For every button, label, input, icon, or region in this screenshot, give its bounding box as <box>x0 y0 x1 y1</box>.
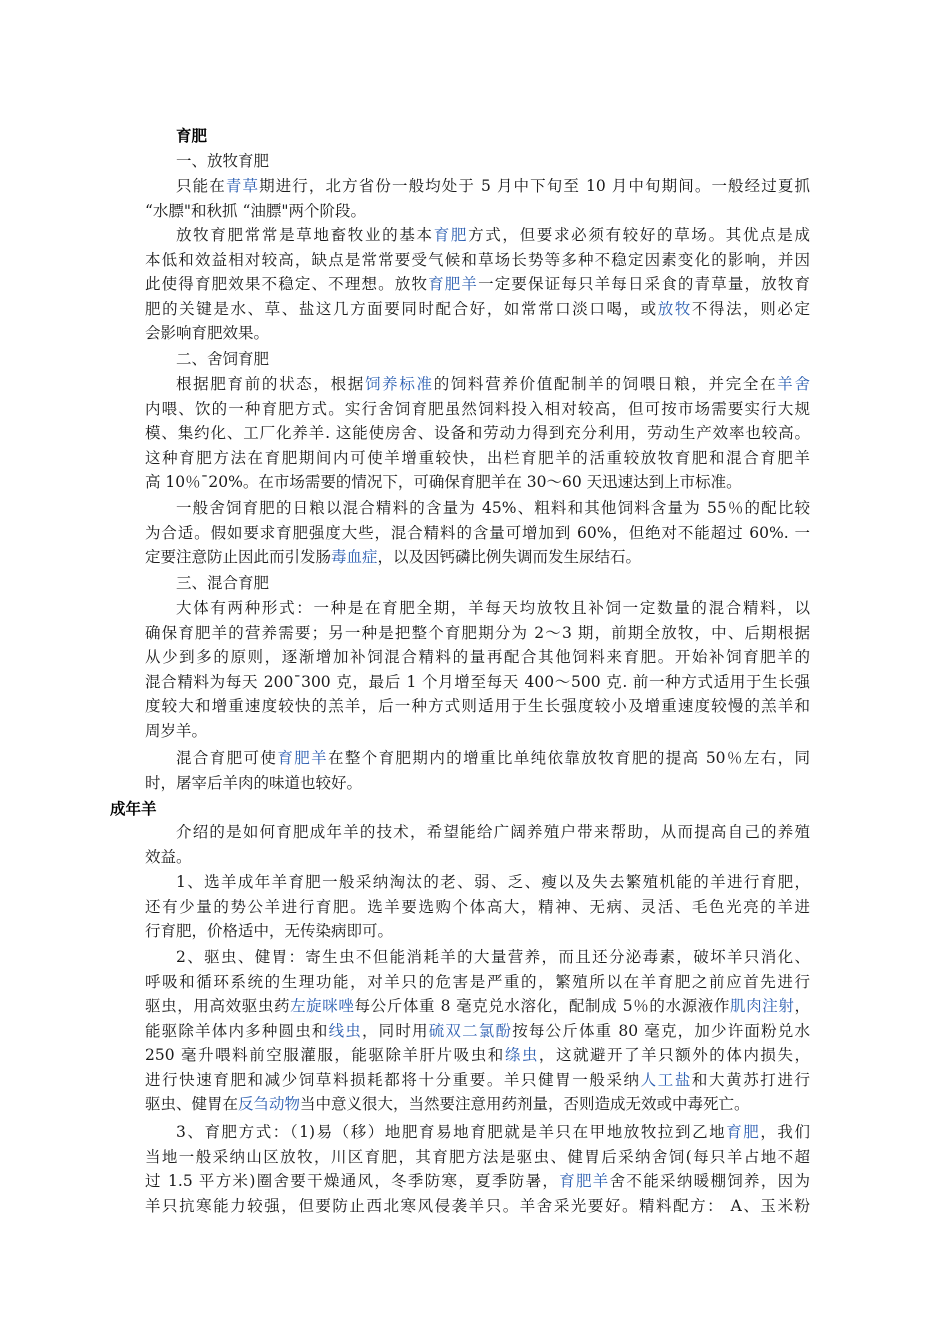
text-run: 高 10％¯20%。在市场需要的情况下，可确保育肥羊在 30～60 天迅速达到上市标准。 <box>145 473 742 491</box>
text-line <box>145 970 810 995</box>
text-run: 呼吸和循环系统的生理功能，对羊只的危害是严重的，繁殖所以在羊育肥之前应首先进行 <box>145 972 810 991</box>
text-run: 过 1.5 平方米)圈舍要干燥通风，冬季防寒，夏季防暑， <box>145 1172 560 1190</box>
text-run: 2、驱虫、健胃：寄生虫不但能消耗羊的大量营养，而且还分泌毒素，破坏羊只消化、 <box>176 948 810 966</box>
text-line <box>145 820 810 845</box>
text-run: 效益。 <box>145 847 192 866</box>
text-run: 一般舍饲育肥的日粮以混合精料的含量为 45%、粗料和其他饲料含量为 55％的配比较 <box>176 499 810 517</box>
keyword-link[interactable]: 育肥 <box>433 226 469 244</box>
text-run: 度较大和增重速度较快的羔羊，后一种方式则适用于生长强度较小及增重速度较慢的羔羊和 <box>145 697 810 715</box>
text-run: 不得法，则必定 <box>691 299 810 318</box>
text-line <box>145 895 810 920</box>
keyword-link[interactable]: 反刍动物 <box>238 1095 301 1113</box>
text-run: 此使得育肥效果不稳定、不理想。放牧 <box>145 275 429 293</box>
text-run: 和大黄苏打进行 <box>691 1070 810 1089</box>
text-run: 250 毫升喂料前空服灌服，能驱除羊肝片吸虫和 <box>145 1046 505 1064</box>
text-run: 还有少量的势公羊进行育肥。选羊要选购个体高大，精神、无病、灵活、毛色光亮的羊进 <box>145 897 810 916</box>
section-1-heading-block <box>145 149 810 174</box>
text-run: 期进行，北方省份一般均处于 5 月中下旬至 10 月中旬期间。一般经过夏抓 <box>259 177 810 195</box>
text-run: 肥的关键是水、草、盐这几方面要同时配合好，如常常口淡口喝，或 <box>145 299 658 318</box>
text-run: 每公斤体重 8 毫克兑水溶化，配制成 5％的水源液作 <box>354 997 730 1015</box>
keyword-link[interactable]: 育肥羊 <box>277 749 328 767</box>
text-run: 确保育肥羊的营养需要；另一种是把整个育肥期分为 2～3 期，前期全放牧，中、后期根据 <box>145 623 810 642</box>
text-run: 按每公斤体重 80 毫克，加少许面粉兑水 <box>512 1021 810 1040</box>
text-line <box>145 446 810 471</box>
text-run: 定要注意防止因此而引发肠 <box>145 548 332 566</box>
paragraph-8 <box>145 870 810 944</box>
paragraph-6 <box>145 746 810 795</box>
text-line <box>145 421 810 446</box>
text-run: 方式，但要求必须有较好的草场。其优点是成 <box>468 226 810 244</box>
text-line <box>145 521 810 546</box>
text-line <box>145 845 810 870</box>
text-line <box>145 719 810 744</box>
text-run: 混合育肥可使 <box>176 749 278 767</box>
text-line <box>145 297 810 322</box>
text-run: ，同时用 <box>361 1021 429 1040</box>
text-run: 会影响育肥效果。 <box>145 324 270 342</box>
paragraph-7 <box>145 820 810 869</box>
text-run: 1、选羊成年羊育肥一般采纳淘汰的老、弱、乏、瘦以及失去繁殖机能的羊进行育肥， <box>176 873 810 891</box>
section-heading: 二、舍饲育肥 <box>176 350 270 368</box>
text-line <box>145 870 810 895</box>
text-run: ， <box>794 997 810 1015</box>
text-run: 驱虫、健胃在 <box>145 1095 239 1113</box>
section-heading: 一、放牧育肥 <box>176 152 270 170</box>
text-line <box>145 496 810 521</box>
text-line <box>145 397 810 422</box>
text-run: 本低和效益相对较高，缺点是常常要受气候和草场长势等多种不稳定因素变化的影响，并因 <box>145 250 810 269</box>
paragraph-1 <box>145 174 810 223</box>
text-run: 能驱除羊体内多种圆虫和 <box>145 1021 329 1040</box>
text-run: 这种育肥方法在育肥期间内可使羊增重较快，出栏育肥羊的活重较放牧育肥和混合育肥羊 <box>145 448 810 467</box>
keyword-link[interactable]: 青草 <box>225 177 260 195</box>
keyword-link[interactable]: 线虫 <box>328 1021 362 1040</box>
text-run: 内喂、饮的一种育肥方式。实行舍饲育肥虽然饲料投入相对较高，但可按市场需要实行大规 <box>145 399 810 418</box>
paragraph-2 <box>145 223 810 346</box>
paragraph-4 <box>145 496 810 570</box>
text-line <box>145 994 810 1019</box>
text-line <box>145 945 810 970</box>
text-run: ，以及因钙磷比例失调而发生尿结石。 <box>377 548 642 566</box>
text-run: “水膘"和秋抓 “油膘"两个阶段。 <box>145 201 367 220</box>
keyword-link[interactable]: 育肥羊 <box>428 275 479 293</box>
text-line <box>145 621 810 646</box>
text-run: 在整个育肥期内的增重比单纯依靠放牧育肥的提高 50％左右，同 <box>328 749 810 767</box>
text-line <box>145 596 810 621</box>
paragraph-3 <box>145 372 810 495</box>
text-run: 时，屠宰后羊肉的味道也较好。 <box>145 773 363 792</box>
text-line <box>145 1194 810 1219</box>
keyword-link[interactable]: 硫双二氯酚 <box>428 1021 513 1040</box>
text-line <box>145 545 810 570</box>
text-line <box>145 372 810 397</box>
text-line <box>145 670 810 695</box>
text-run: 羊只抗寒能力较强，但要防止西北寒风侵袭羊只。羊舍采光要好。精料配方： A、玉米粉 <box>145 1196 810 1215</box>
text-line <box>145 645 810 670</box>
text-run: 3、育肥方式：（1)易（移）地肥育易地育肥就是羊只在甲地放牧拉到乙地 <box>176 1123 727 1141</box>
text-run: ，我们 <box>760 1123 810 1141</box>
subsection-heading: 成年羊 <box>110 800 157 818</box>
text-line <box>145 248 810 273</box>
keyword-link[interactable]: 放牧 <box>657 299 692 318</box>
text-run: 行育肥，价格适中，无传染病即可。 <box>145 922 394 940</box>
text-run: 舍不能采纳暖棚饲养，因为 <box>609 1172 810 1190</box>
text-line <box>145 174 810 199</box>
keyword-link[interactable]: 肌肉注射 <box>729 997 795 1015</box>
text-line <box>145 199 810 224</box>
text-line <box>145 470 810 495</box>
text-run: 只能在 <box>176 177 226 195</box>
keyword-link[interactable]: 人工盐 <box>640 1070 692 1089</box>
text-line <box>145 1169 810 1194</box>
text-run: 当地一般采纳山区放牧，川区育肥，其育肥方法是驱虫、健胃后采纳舍饲(每只羊占地不超 <box>145 1147 810 1166</box>
text-line <box>145 1120 810 1145</box>
paragraph-10 <box>145 1120 810 1218</box>
section-heading: 三、混合育肥 <box>176 574 270 592</box>
text-run: 周岁羊。 <box>145 721 208 740</box>
text-line <box>145 1092 810 1117</box>
keyword-link[interactable]: 育肥 <box>726 1123 761 1141</box>
text-run: 驱虫，用高效驱虫药 <box>145 997 291 1015</box>
text-run: 当中意义很大，当然要注意用药剂量，否则造成无效或中毒死亡。 <box>300 1095 750 1113</box>
text-line <box>145 746 810 771</box>
keyword-link[interactable]: 毒血症 <box>331 548 378 566</box>
keyword-link[interactable]: 绦虫 <box>504 1046 539 1064</box>
text-line <box>145 1145 810 1170</box>
text-line <box>145 1068 810 1093</box>
text-run: 大体有两种形式：一种是在育肥全期，羊每天均放牧且补饲一定数量的混合精料，以 <box>176 599 810 617</box>
text-run: 进行快速育肥和减少饲草料损耗都将十分重要。羊只健胃一般采纳 <box>145 1070 641 1089</box>
text-run: 模、集约化、工厂化养羊. 这能使房舍、设备和劳动力得到充分利用，劳动生产效率也较高。 <box>145 424 810 442</box>
text-line <box>145 272 810 297</box>
text-line <box>145 1019 810 1044</box>
keyword-link[interactable]: 育肥羊 <box>559 1172 610 1190</box>
text-line <box>145 771 810 796</box>
text-run: 根据肥育前的状态，根据 <box>176 375 365 393</box>
section-3-heading-block <box>145 571 810 596</box>
text-line <box>145 223 810 248</box>
text-line <box>145 321 810 346</box>
text-run: 放牧育肥常常是草地畜牧业的基本 <box>176 226 434 244</box>
text-line <box>145 919 810 944</box>
paragraph-9 <box>145 945 810 1117</box>
paragraph-5 <box>145 596 810 743</box>
text-line <box>145 694 810 719</box>
keyword-link[interactable]: 饲养标准 <box>364 375 434 393</box>
text-run: 的饲料营养价值配制羊的饲喂日粮，并完全在 <box>433 375 778 393</box>
text-run: 一定要保证每只羊每日采食的青草量，放牧育 <box>478 275 810 293</box>
keyword-link[interactable]: 左旋咪唑 <box>290 997 355 1015</box>
text-run: 介绍的是如何育肥成年羊的技术，希望能给广阔养殖户带来帮助，从而提高自己的养殖 <box>176 823 810 841</box>
title-heading: 育肥 <box>176 127 208 145</box>
text-run: 为合适。假如要求育肥强度大些，混合精料的含量可增加到 60%，但绝对不能超过 60%. 一 <box>145 523 810 542</box>
section-2-heading-block <box>145 347 810 372</box>
text-run: ，这就避开了羊只额外的体内损失， <box>538 1046 810 1064</box>
keyword-link[interactable]: 羊舍 <box>777 375 810 393</box>
text-line <box>145 1043 810 1068</box>
text-run: 从少到多的原则，逐渐增加补饲混合精料的量再配合其他饲料来育肥。开始补饲育肥羊的 <box>145 648 810 666</box>
text-run: 混合精料为每天 200¯300 克，最后 1 个月增至每天 400～500 克. 前一种方式适用于生长强 <box>145 672 810 691</box>
